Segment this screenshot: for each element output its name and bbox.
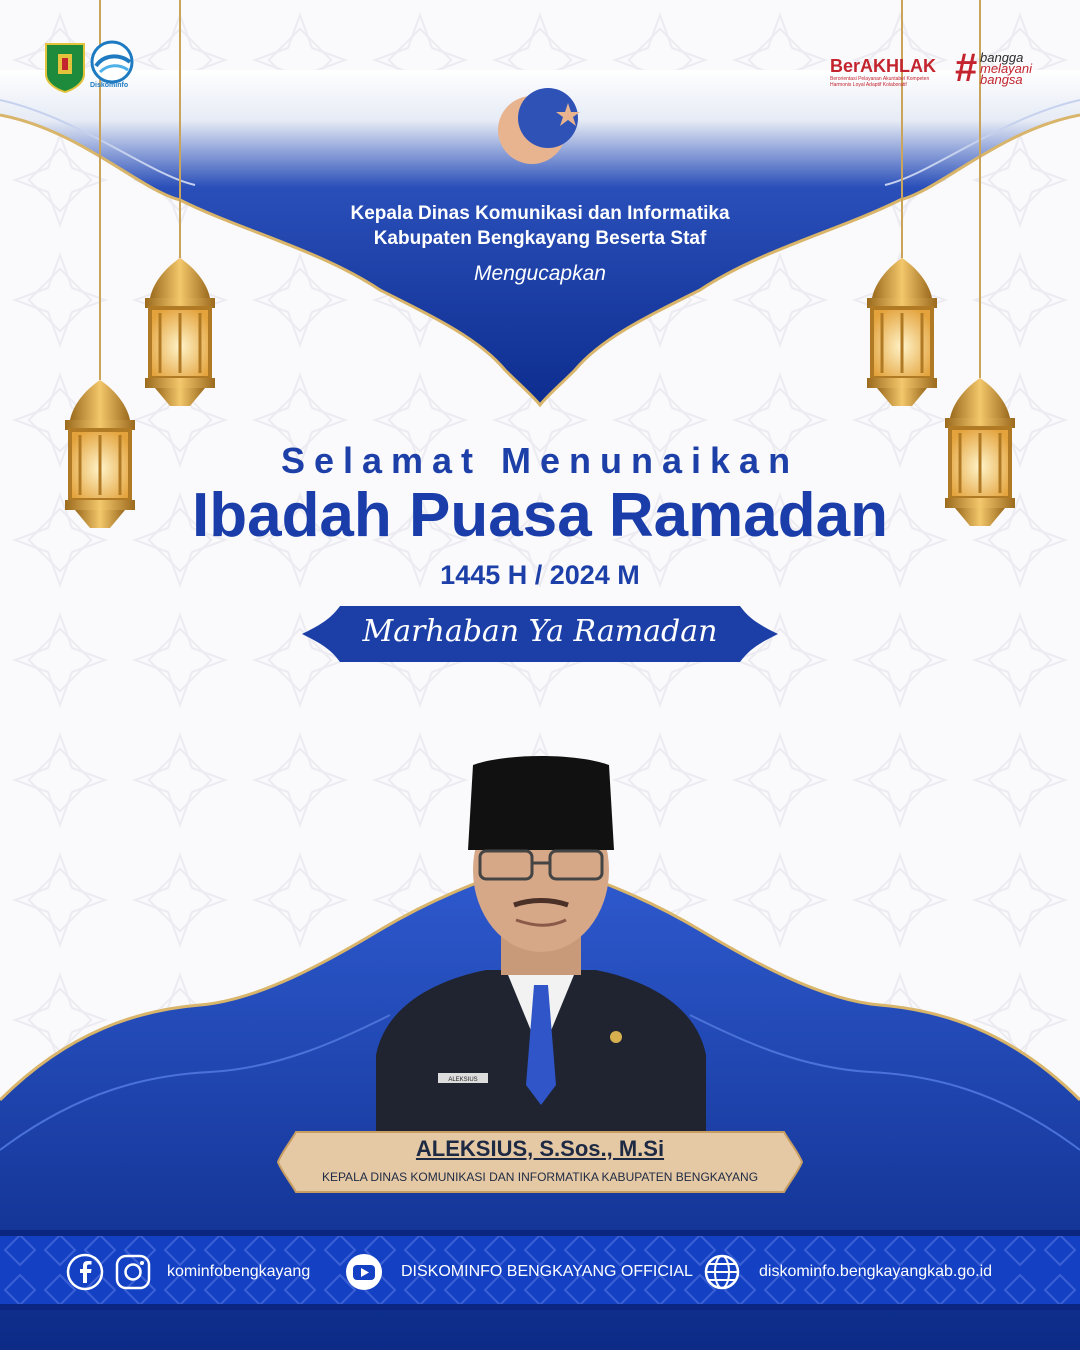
header-line-2: Kabupaten Bengkayang Beserta Staf [373,228,707,249]
diskominfo-logo-text: Diskominfo [90,82,129,89]
official-portrait [356,755,726,1135]
globe-icon[interactable] [703,1253,741,1291]
ribbon-text: Marhaban Ya Ramadan [362,614,718,649]
bangga-word-1: bangga [980,50,1024,65]
instagram-icon[interactable] [114,1253,152,1291]
diskominfo-logo-icon [92,42,132,82]
greeting-year: 1445 H / 2024 M [440,560,640,590]
youtube-icon[interactable] [345,1253,383,1291]
official-name: ALEKSIUS, S.Sos., M.Si [415,1136,665,1161]
greeting-main: Ibadah Puasa Ramadan [191,481,889,550]
bangga-hash-icon: # [955,46,978,90]
header-line-1: Kepala Dinas Komunikasi dan Informatika [350,203,730,224]
header-line-3: Mengucapkan [474,262,606,285]
name-badge: ALEKSIUS [448,1077,478,1083]
bangga-word-2: melayani [980,61,1033,76]
greeting-top: Selamat Menunaikan [280,440,800,481]
facebook-icon[interactable] [66,1253,104,1291]
footer-youtube-channel[interactable]: DISKOMINFO BENGKAYANG OFFICIAL [401,1263,693,1280]
berakhlak-tagline: Berorientasi Pelayanan Akuntabel Kompeten Harmonis Loyal Adaptif Kolaboratif [830,76,930,88]
footer-social-handle[interactable]: kominfobengkayang [167,1263,311,1280]
official-title: KEPALA DINAS KOMUNIKASI DAN INFORMATIKA KABUPATEN BENGKAYANG [321,1170,759,1184]
footer-website[interactable]: diskominfo.bengkayangkab.go.id [759,1263,993,1280]
bangga-word-3: bangsa [980,72,1023,87]
berakhlak-logo: BerAKHLAK [830,56,937,76]
regency-emblem-icon [46,44,84,92]
